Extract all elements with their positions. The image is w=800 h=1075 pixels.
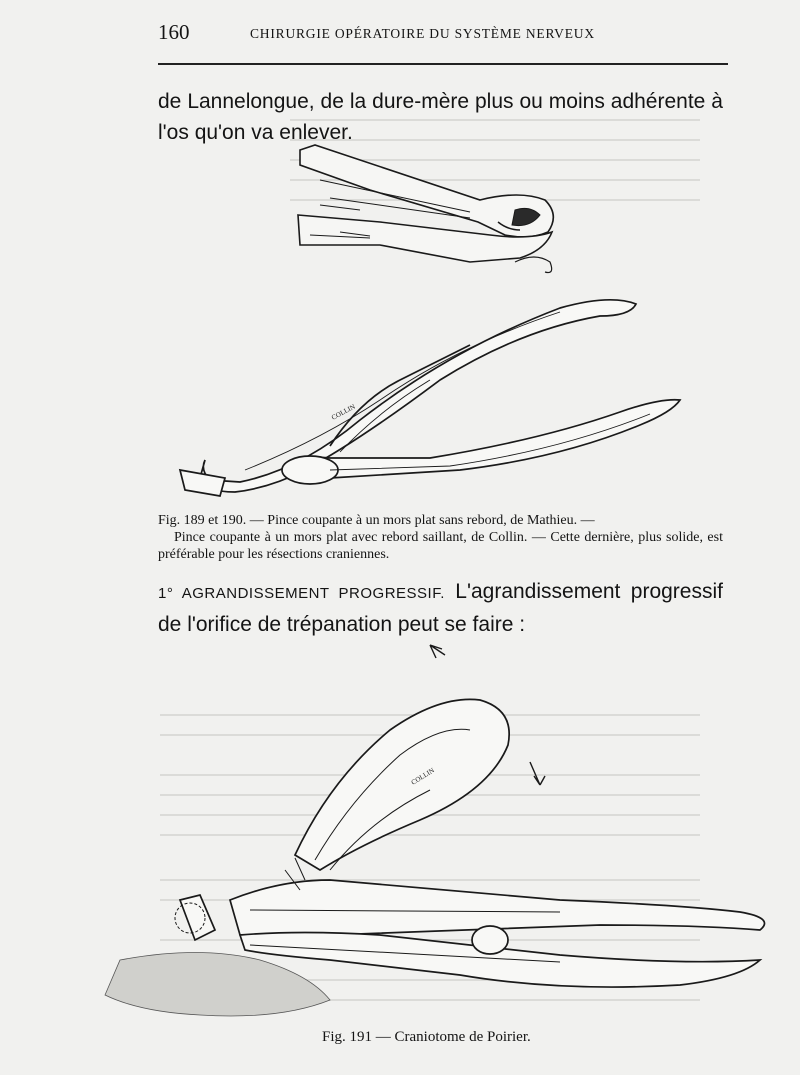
caption-line-1: Fig. 189 et 190. — Pince coupante à un mors plat sans rebord, de Mathieu. —	[158, 513, 595, 528]
caption-continuation: Pince coupante à un mors plat avec rebord saillant, de Collin. — Cette dernière, plus solide, est préférable pour les résections craniennes.	[158, 530, 723, 562]
page-number: 160	[158, 20, 190, 44]
figure-191-caption: Fig. 191 — Craniotome de Poirier.	[322, 1029, 531, 1045]
section-text: L'agrandissement progressif de l'orifice de trépanation peut se faire :	[158, 580, 723, 636]
section-heading: 1° AGRANDISSEMENT PROGRESSIF.	[158, 585, 445, 602]
figure-191-collin-mark: COLLIN	[409, 766, 436, 787]
paragraph-1: de Lannelongue, de la dure-mère plus ou moins adhérente à l'os qu'on va enlever.	[158, 90, 723, 144]
figure-190-collin-mark: COLLIN	[330, 402, 357, 422]
running-head: CHIRURGIE OPÉRATOIRE DU SYSTÈME NERVEUX	[250, 26, 595, 41]
